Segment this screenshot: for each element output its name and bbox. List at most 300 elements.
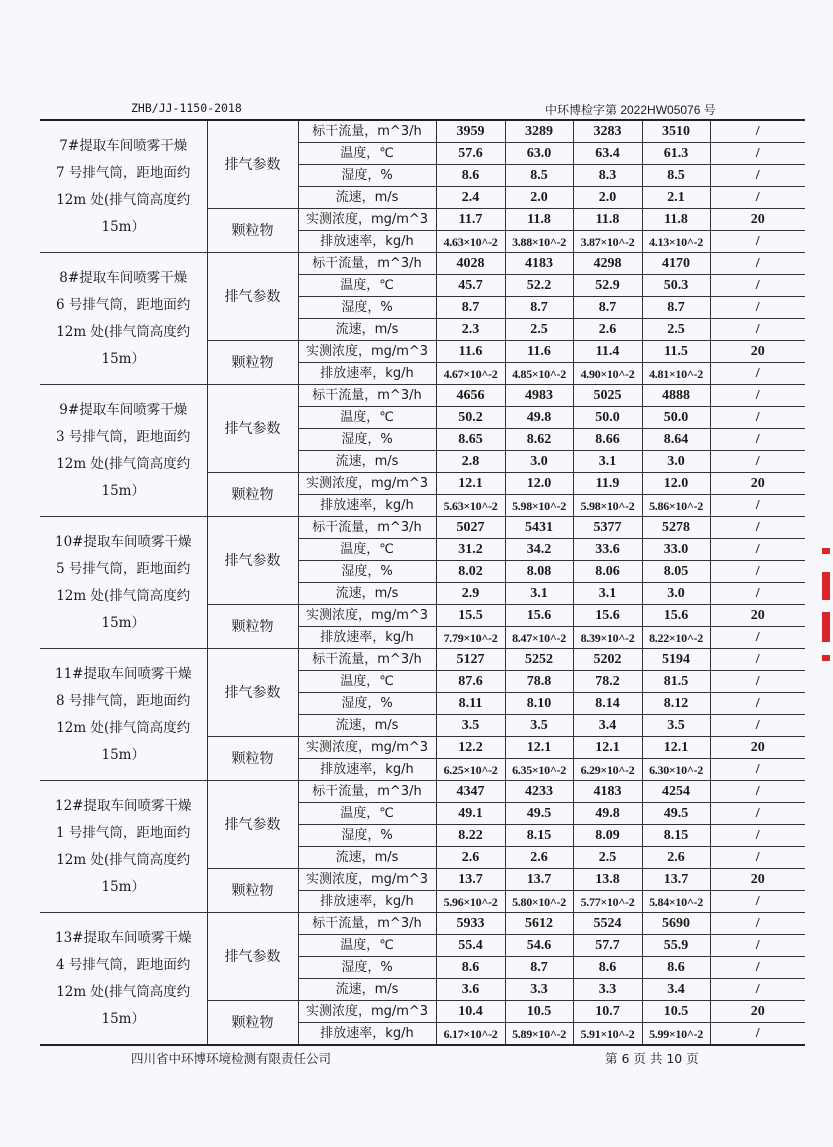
measured-value: 8.7 <box>436 297 505 319</box>
location-line: 12m 处(排气筒高度约 <box>56 455 191 472</box>
measured-value: 4298 <box>573 253 642 275</box>
measured-value: 49.1 <box>436 803 505 825</box>
measured-value: 4983 <box>505 385 573 407</box>
average-value: 61.3 <box>642 143 710 165</box>
measured-value: 5027 <box>436 517 505 539</box>
measured-value: 4.90×10^-2 <box>573 363 642 385</box>
measured-value: 57.6 <box>436 143 505 165</box>
measured-value: 8.65 <box>436 429 505 451</box>
measured-value: 45.7 <box>436 275 505 297</box>
parameter-label: 湿度，% <box>298 825 436 847</box>
location-line: 15m） <box>101 218 145 235</box>
parameter-label: 流速，m/s <box>298 187 436 209</box>
measured-value: 8.14 <box>573 693 642 715</box>
measured-value: 5252 <box>505 649 573 671</box>
measured-value: 5.63×10^-2 <box>436 495 505 517</box>
category-cell: 颗粒物 <box>207 341 298 385</box>
measured-value: 8.7 <box>505 957 573 979</box>
location-line: 13#提取车间喷雾干燥 <box>55 929 192 946</box>
average-value: 4.81×10^-2 <box>642 363 710 385</box>
limit-value: / <box>710 539 805 561</box>
measured-value: 2.0 <box>505 187 573 209</box>
measured-value: 5.96×10^-2 <box>436 891 505 913</box>
measured-value: 7.79×10^-2 <box>436 627 505 649</box>
measured-value: 8.66 <box>573 429 642 451</box>
parameter-label: 流速，m/s <box>298 583 436 605</box>
measured-value: 5.77×10^-2 <box>573 891 642 913</box>
limit-value: / <box>710 627 805 649</box>
sampling-location <box>40 781 207 913</box>
average-value: 4254 <box>642 781 710 803</box>
category-cell: 颗粒物 <box>207 737 298 781</box>
limit-value: / <box>710 693 805 715</box>
sampling-location <box>40 649 207 781</box>
parameter-label: 流速，m/s <box>298 847 436 869</box>
parameter-label: 排放速率，kg/h <box>298 627 436 649</box>
limit-value: / <box>710 935 805 957</box>
seal-mark <box>822 548 830 554</box>
measured-value: 12.0 <box>505 473 573 495</box>
measured-value: 10.5 <box>505 1001 573 1023</box>
average-value: 33.0 <box>642 539 710 561</box>
average-value: 81.5 <box>642 671 710 693</box>
measured-value: 4183 <box>573 781 642 803</box>
category-cell: 排气参数 <box>207 253 298 341</box>
location-line: 15m） <box>101 1010 145 1027</box>
measured-value: 50.0 <box>573 407 642 429</box>
average-value: 8.6 <box>642 957 710 979</box>
limit-value: 20 <box>710 1001 805 1023</box>
limit-value: / <box>710 253 805 275</box>
limit-value: 20 <box>710 605 805 627</box>
measured-value: 4028 <box>436 253 505 275</box>
average-value: 8.64 <box>642 429 710 451</box>
parameter-label: 湿度，% <box>298 957 436 979</box>
category-cell: 排气参数 <box>207 385 298 473</box>
measured-value: 15.6 <box>505 605 573 627</box>
measured-value: 6.25×10^-2 <box>436 759 505 781</box>
measured-value: 10.4 <box>436 1001 505 1023</box>
average-value: 5.84×10^-2 <box>642 891 710 913</box>
location-line: 10#提取车间喷雾干燥 <box>55 533 192 550</box>
measured-value: 3.0 <box>505 451 573 473</box>
average-value: 2.6 <box>642 847 710 869</box>
measured-value: 2.6 <box>573 319 642 341</box>
category-cell: 颗粒物 <box>207 209 298 253</box>
measured-value: 2.5 <box>505 319 573 341</box>
measured-value: 2.6 <box>505 847 573 869</box>
measured-value: 8.06 <box>573 561 642 583</box>
parameter-label: 湿度，% <box>298 561 436 583</box>
average-value: 5194 <box>642 649 710 671</box>
limit-value: 20 <box>710 869 805 891</box>
limit-value: / <box>710 561 805 583</box>
parameter-label: 排放速率，kg/h <box>298 231 436 253</box>
measured-value: 8.11 <box>436 693 505 715</box>
location-line: 12m 处(排气筒高度约 <box>56 719 191 736</box>
measured-value: 2.4 <box>436 187 505 209</box>
measured-value: 3.88×10^-2 <box>505 231 573 253</box>
table-row <box>40 517 805 539</box>
measured-value: 11.8 <box>573 209 642 231</box>
measured-value: 8.7 <box>505 297 573 319</box>
limit-value: 20 <box>710 473 805 495</box>
location-line: 15m） <box>101 614 145 631</box>
measured-value: 4.85×10^-2 <box>505 363 573 385</box>
measured-value: 11.9 <box>573 473 642 495</box>
sampling-location <box>40 120 207 253</box>
parameter-label: 流速，m/s <box>298 715 436 737</box>
location-line: 15m） <box>101 746 145 763</box>
limit-value: / <box>710 803 805 825</box>
measured-value: 3.87×10^-2 <box>573 231 642 253</box>
location-line: 8#提取车间喷雾干燥 <box>59 269 188 286</box>
limit-value: 20 <box>710 209 805 231</box>
measured-value: 13.7 <box>436 869 505 891</box>
measured-value: 3.1 <box>505 583 573 605</box>
parameter-label: 标干流量，m^3/h <box>298 120 436 143</box>
parameter-label: 实测浓度，mg/m^3 <box>298 737 436 759</box>
measured-value: 8.3 <box>573 165 642 187</box>
limit-value: / <box>710 825 805 847</box>
average-value: 4170 <box>642 253 710 275</box>
limit-value: / <box>710 715 805 737</box>
limit-value: / <box>710 891 805 913</box>
parameter-label: 标干流量，m^3/h <box>298 517 436 539</box>
measured-value: 8.10 <box>505 693 573 715</box>
table-row <box>40 253 805 275</box>
average-value: 8.05 <box>642 561 710 583</box>
measured-value: 4233 <box>505 781 573 803</box>
average-value: 8.12 <box>642 693 710 715</box>
average-value: 15.6 <box>642 605 710 627</box>
parameter-label: 温度，℃ <box>298 143 436 165</box>
measured-value: 87.6 <box>436 671 505 693</box>
measured-value: 2.5 <box>573 847 642 869</box>
parameter-label: 流速，m/s <box>298 451 436 473</box>
average-value: 2.1 <box>642 187 710 209</box>
average-value: 3.0 <box>642 583 710 605</box>
seal-mark <box>822 655 830 661</box>
limit-value: / <box>710 231 805 253</box>
measured-value: 5933 <box>436 913 505 935</box>
measured-value: 8.7 <box>573 297 642 319</box>
limit-value: 20 <box>710 341 805 363</box>
seal-mark <box>822 572 830 600</box>
category-cell: 颗粒物 <box>207 869 298 913</box>
average-value: 3.0 <box>642 451 710 473</box>
table-row <box>40 120 805 143</box>
sampling-location <box>40 253 207 385</box>
parameter-label: 湿度，% <box>298 297 436 319</box>
parameter-label: 实测浓度，mg/m^3 <box>298 605 436 627</box>
measured-value: 2.9 <box>436 583 505 605</box>
table-row <box>40 781 805 803</box>
measured-value: 52.9 <box>573 275 642 297</box>
measured-value: 11.6 <box>436 341 505 363</box>
measured-value: 8.08 <box>505 561 573 583</box>
measured-value: 11.4 <box>573 341 642 363</box>
parameter-label: 温度，℃ <box>298 671 436 693</box>
measured-value: 50.2 <box>436 407 505 429</box>
location-line: 12#提取车间喷雾干燥 <box>55 797 192 814</box>
average-value: 11.5 <box>642 341 710 363</box>
measured-value: 6.29×10^-2 <box>573 759 642 781</box>
measured-value: 11.6 <box>505 341 573 363</box>
measured-value: 3.3 <box>505 979 573 1001</box>
measured-value: 63.0 <box>505 143 573 165</box>
measured-value: 49.5 <box>505 803 573 825</box>
report-number: 中环博检字第 2022HW05076 号 <box>545 103 716 117</box>
parameter-label: 标干流量，m^3/h <box>298 649 436 671</box>
measured-value: 8.22 <box>436 825 505 847</box>
measured-value: 4656 <box>436 385 505 407</box>
measured-value: 11.7 <box>436 209 505 231</box>
parameter-label: 标干流量，m^3/h <box>298 253 436 275</box>
location-line: 15m） <box>101 482 145 499</box>
measured-value: 2.0 <box>573 187 642 209</box>
measured-value: 31.2 <box>436 539 505 561</box>
parameter-label: 温度，℃ <box>298 407 436 429</box>
category-cell: 排气参数 <box>207 649 298 737</box>
parameter-label: 排放速率，kg/h <box>298 891 436 913</box>
location-line: 6 号排气筒，距地面约 <box>56 296 191 313</box>
measured-value: 3.4 <box>573 715 642 737</box>
measured-value: 3.5 <box>505 715 573 737</box>
parameter-label: 温度，℃ <box>298 539 436 561</box>
average-value: 4.13×10^-2 <box>642 231 710 253</box>
limit-value: / <box>710 979 805 1001</box>
limit-value: / <box>710 407 805 429</box>
limit-value: / <box>710 297 805 319</box>
parameter-label: 温度，℃ <box>298 935 436 957</box>
table-row <box>40 649 805 671</box>
measured-value: 11.8 <box>505 209 573 231</box>
limit-value: / <box>710 649 805 671</box>
measured-value: 34.2 <box>505 539 573 561</box>
measured-value: 52.2 <box>505 275 573 297</box>
location-line: 12m 处(排气筒高度约 <box>56 851 191 868</box>
average-value: 49.5 <box>642 803 710 825</box>
category-cell: 颗粒物 <box>207 473 298 517</box>
average-value: 50.0 <box>642 407 710 429</box>
average-value: 3.5 <box>642 715 710 737</box>
location-line: 4 号排气筒，距地面约 <box>56 956 191 973</box>
measured-value: 3.1 <box>573 583 642 605</box>
measured-value: 3.1 <box>573 451 642 473</box>
measured-value: 54.6 <box>505 935 573 957</box>
measured-value: 5.89×10^-2 <box>505 1023 573 1046</box>
sampling-location <box>40 517 207 649</box>
category-cell: 排气参数 <box>207 781 298 869</box>
location-line: 7 号排气筒，距地面约 <box>56 164 191 181</box>
limit-value: / <box>710 517 805 539</box>
measured-value: 3289 <box>505 120 573 143</box>
category-cell: 颗粒物 <box>207 605 298 649</box>
sampling-location <box>40 913 207 1046</box>
measured-value: 10.7 <box>573 1001 642 1023</box>
parameter-label: 标干流量，m^3/h <box>298 781 436 803</box>
parameter-label: 温度，℃ <box>298 275 436 297</box>
measured-value: 12.1 <box>436 473 505 495</box>
measured-value: 3.5 <box>436 715 505 737</box>
category-cell: 排气参数 <box>207 517 298 605</box>
measured-value: 8.5 <box>505 165 573 187</box>
average-value: 5690 <box>642 913 710 935</box>
measured-value: 5377 <box>573 517 642 539</box>
measured-value: 2.3 <box>436 319 505 341</box>
location-line: 12m 处(排气筒高度约 <box>56 983 191 1000</box>
location-line: 12m 处(排气筒高度约 <box>56 587 191 604</box>
measured-value: 5431 <box>505 517 573 539</box>
location-line: 9#提取车间喷雾干燥 <box>59 401 188 418</box>
limit-value: / <box>710 583 805 605</box>
location-line: 11#提取车间喷雾干燥 <box>55 665 192 682</box>
limit-value: / <box>710 165 805 187</box>
average-value: 6.30×10^-2 <box>642 759 710 781</box>
measured-value: 12.1 <box>573 737 642 759</box>
location-line: 3 号排气筒，距地面约 <box>56 428 191 445</box>
measured-value: 8.39×10^-2 <box>573 627 642 649</box>
company-name: 四川省中环博环境检测有限责任公司 <box>131 1051 332 1066</box>
limit-value: / <box>710 495 805 517</box>
limit-value: 20 <box>710 737 805 759</box>
limit-value: / <box>710 671 805 693</box>
parameter-label: 湿度，% <box>298 693 436 715</box>
average-value: 8.22×10^-2 <box>642 627 710 649</box>
average-value: 10.5 <box>642 1001 710 1023</box>
page-number: 第 6 页 共 10 页 <box>605 1051 699 1066</box>
average-value: 12.1 <box>642 737 710 759</box>
emission-data-table <box>40 119 805 1046</box>
average-value: 3.4 <box>642 979 710 1001</box>
limit-value: / <box>710 120 805 143</box>
parameter-label: 实测浓度，mg/m^3 <box>298 869 436 891</box>
measured-value: 13.8 <box>573 869 642 891</box>
average-value: 13.7 <box>642 869 710 891</box>
measured-value: 8.47×10^-2 <box>505 627 573 649</box>
location-line: 12m 处(排气筒高度约 <box>56 191 191 208</box>
measured-value: 2.6 <box>436 847 505 869</box>
limit-value: / <box>710 385 805 407</box>
average-value: 4888 <box>642 385 710 407</box>
parameter-label: 湿度，% <box>298 165 436 187</box>
limit-value: / <box>710 957 805 979</box>
measured-value: 55.4 <box>436 935 505 957</box>
parameter-label: 流速，m/s <box>298 979 436 1001</box>
measured-value: 15.5 <box>436 605 505 627</box>
measured-value: 2.8 <box>436 451 505 473</box>
parameter-label: 排放速率，kg/h <box>298 363 436 385</box>
parameter-label: 实测浓度，mg/m^3 <box>298 1001 436 1023</box>
measured-value: 12.2 <box>436 737 505 759</box>
measured-value: 3283 <box>573 120 642 143</box>
limit-value: / <box>710 1023 805 1046</box>
location-line: 15m） <box>101 878 145 895</box>
measured-value: 4.67×10^-2 <box>436 363 505 385</box>
average-value: 8.7 <box>642 297 710 319</box>
measured-value: 4183 <box>505 253 573 275</box>
average-value: 5278 <box>642 517 710 539</box>
parameter-label: 实测浓度，mg/m^3 <box>298 341 436 363</box>
measured-value: 49.8 <box>573 803 642 825</box>
category-cell: 排气参数 <box>207 913 298 1001</box>
measured-value: 8.62 <box>505 429 573 451</box>
measured-value: 8.15 <box>505 825 573 847</box>
limit-value: / <box>710 913 805 935</box>
measured-value: 6.17×10^-2 <box>436 1023 505 1046</box>
limit-value: / <box>710 451 805 473</box>
parameter-label: 排放速率，kg/h <box>298 495 436 517</box>
parameter-label: 排放速率，kg/h <box>298 759 436 781</box>
sampling-location <box>40 385 207 517</box>
seal-mark <box>822 612 830 642</box>
measured-value: 63.4 <box>573 143 642 165</box>
parameter-label: 标干流量，m^3/h <box>298 913 436 935</box>
limit-value: / <box>710 363 805 385</box>
limit-value: / <box>710 847 805 869</box>
average-value: 50.3 <box>642 275 710 297</box>
category-cell: 排气参数 <box>207 120 298 209</box>
measured-value: 5025 <box>573 385 642 407</box>
measured-value: 3959 <box>436 120 505 143</box>
parameter-label: 温度，℃ <box>298 803 436 825</box>
average-value: 8.15 <box>642 825 710 847</box>
measured-value: 4347 <box>436 781 505 803</box>
parameter-label: 实测浓度，mg/m^3 <box>298 209 436 231</box>
measured-value: 12.1 <box>505 737 573 759</box>
limit-value: / <box>710 187 805 209</box>
location-line: 7#提取车间喷雾干燥 <box>59 137 188 154</box>
location-line: 8 号排气筒，距地面约 <box>56 692 191 709</box>
average-value: 2.5 <box>642 319 710 341</box>
parameter-label: 标干流量，m^3/h <box>298 385 436 407</box>
measured-value: 3.3 <box>573 979 642 1001</box>
measured-value: 5202 <box>573 649 642 671</box>
measured-value: 5.91×10^-2 <box>573 1023 642 1046</box>
average-value: 5.99×10^-2 <box>642 1023 710 1046</box>
parameter-label: 湿度，% <box>298 429 436 451</box>
location-line: 5 号排气筒，距地面约 <box>56 560 191 577</box>
limit-value: / <box>710 781 805 803</box>
measured-value: 49.8 <box>505 407 573 429</box>
measured-value: 8.02 <box>436 561 505 583</box>
average-value: 8.5 <box>642 165 710 187</box>
measured-value: 13.7 <box>505 869 573 891</box>
average-value: 3510 <box>642 120 710 143</box>
measured-value: 6.35×10^-2 <box>505 759 573 781</box>
measured-value: 3.6 <box>436 979 505 1001</box>
measured-value: 78.2 <box>573 671 642 693</box>
location-line: 15m） <box>101 350 145 367</box>
measured-value: 8.6 <box>436 165 505 187</box>
measured-value: 8.09 <box>573 825 642 847</box>
measured-value: 78.8 <box>505 671 573 693</box>
table-row <box>40 913 805 935</box>
category-cell: 颗粒物 <box>207 1001 298 1046</box>
measured-value: 5.98×10^-2 <box>573 495 642 517</box>
location-line: 12m 处(排气筒高度约 <box>56 323 191 340</box>
measured-value: 33.6 <box>573 539 642 561</box>
limit-value: / <box>710 429 805 451</box>
measured-value: 5612 <box>505 913 573 935</box>
measured-value: 4.63×10^-2 <box>436 231 505 253</box>
average-value: 5.86×10^-2 <box>642 495 710 517</box>
table-row <box>40 385 805 407</box>
limit-value: / <box>710 759 805 781</box>
measured-value: 5.80×10^-2 <box>505 891 573 913</box>
average-value: 11.8 <box>642 209 710 231</box>
